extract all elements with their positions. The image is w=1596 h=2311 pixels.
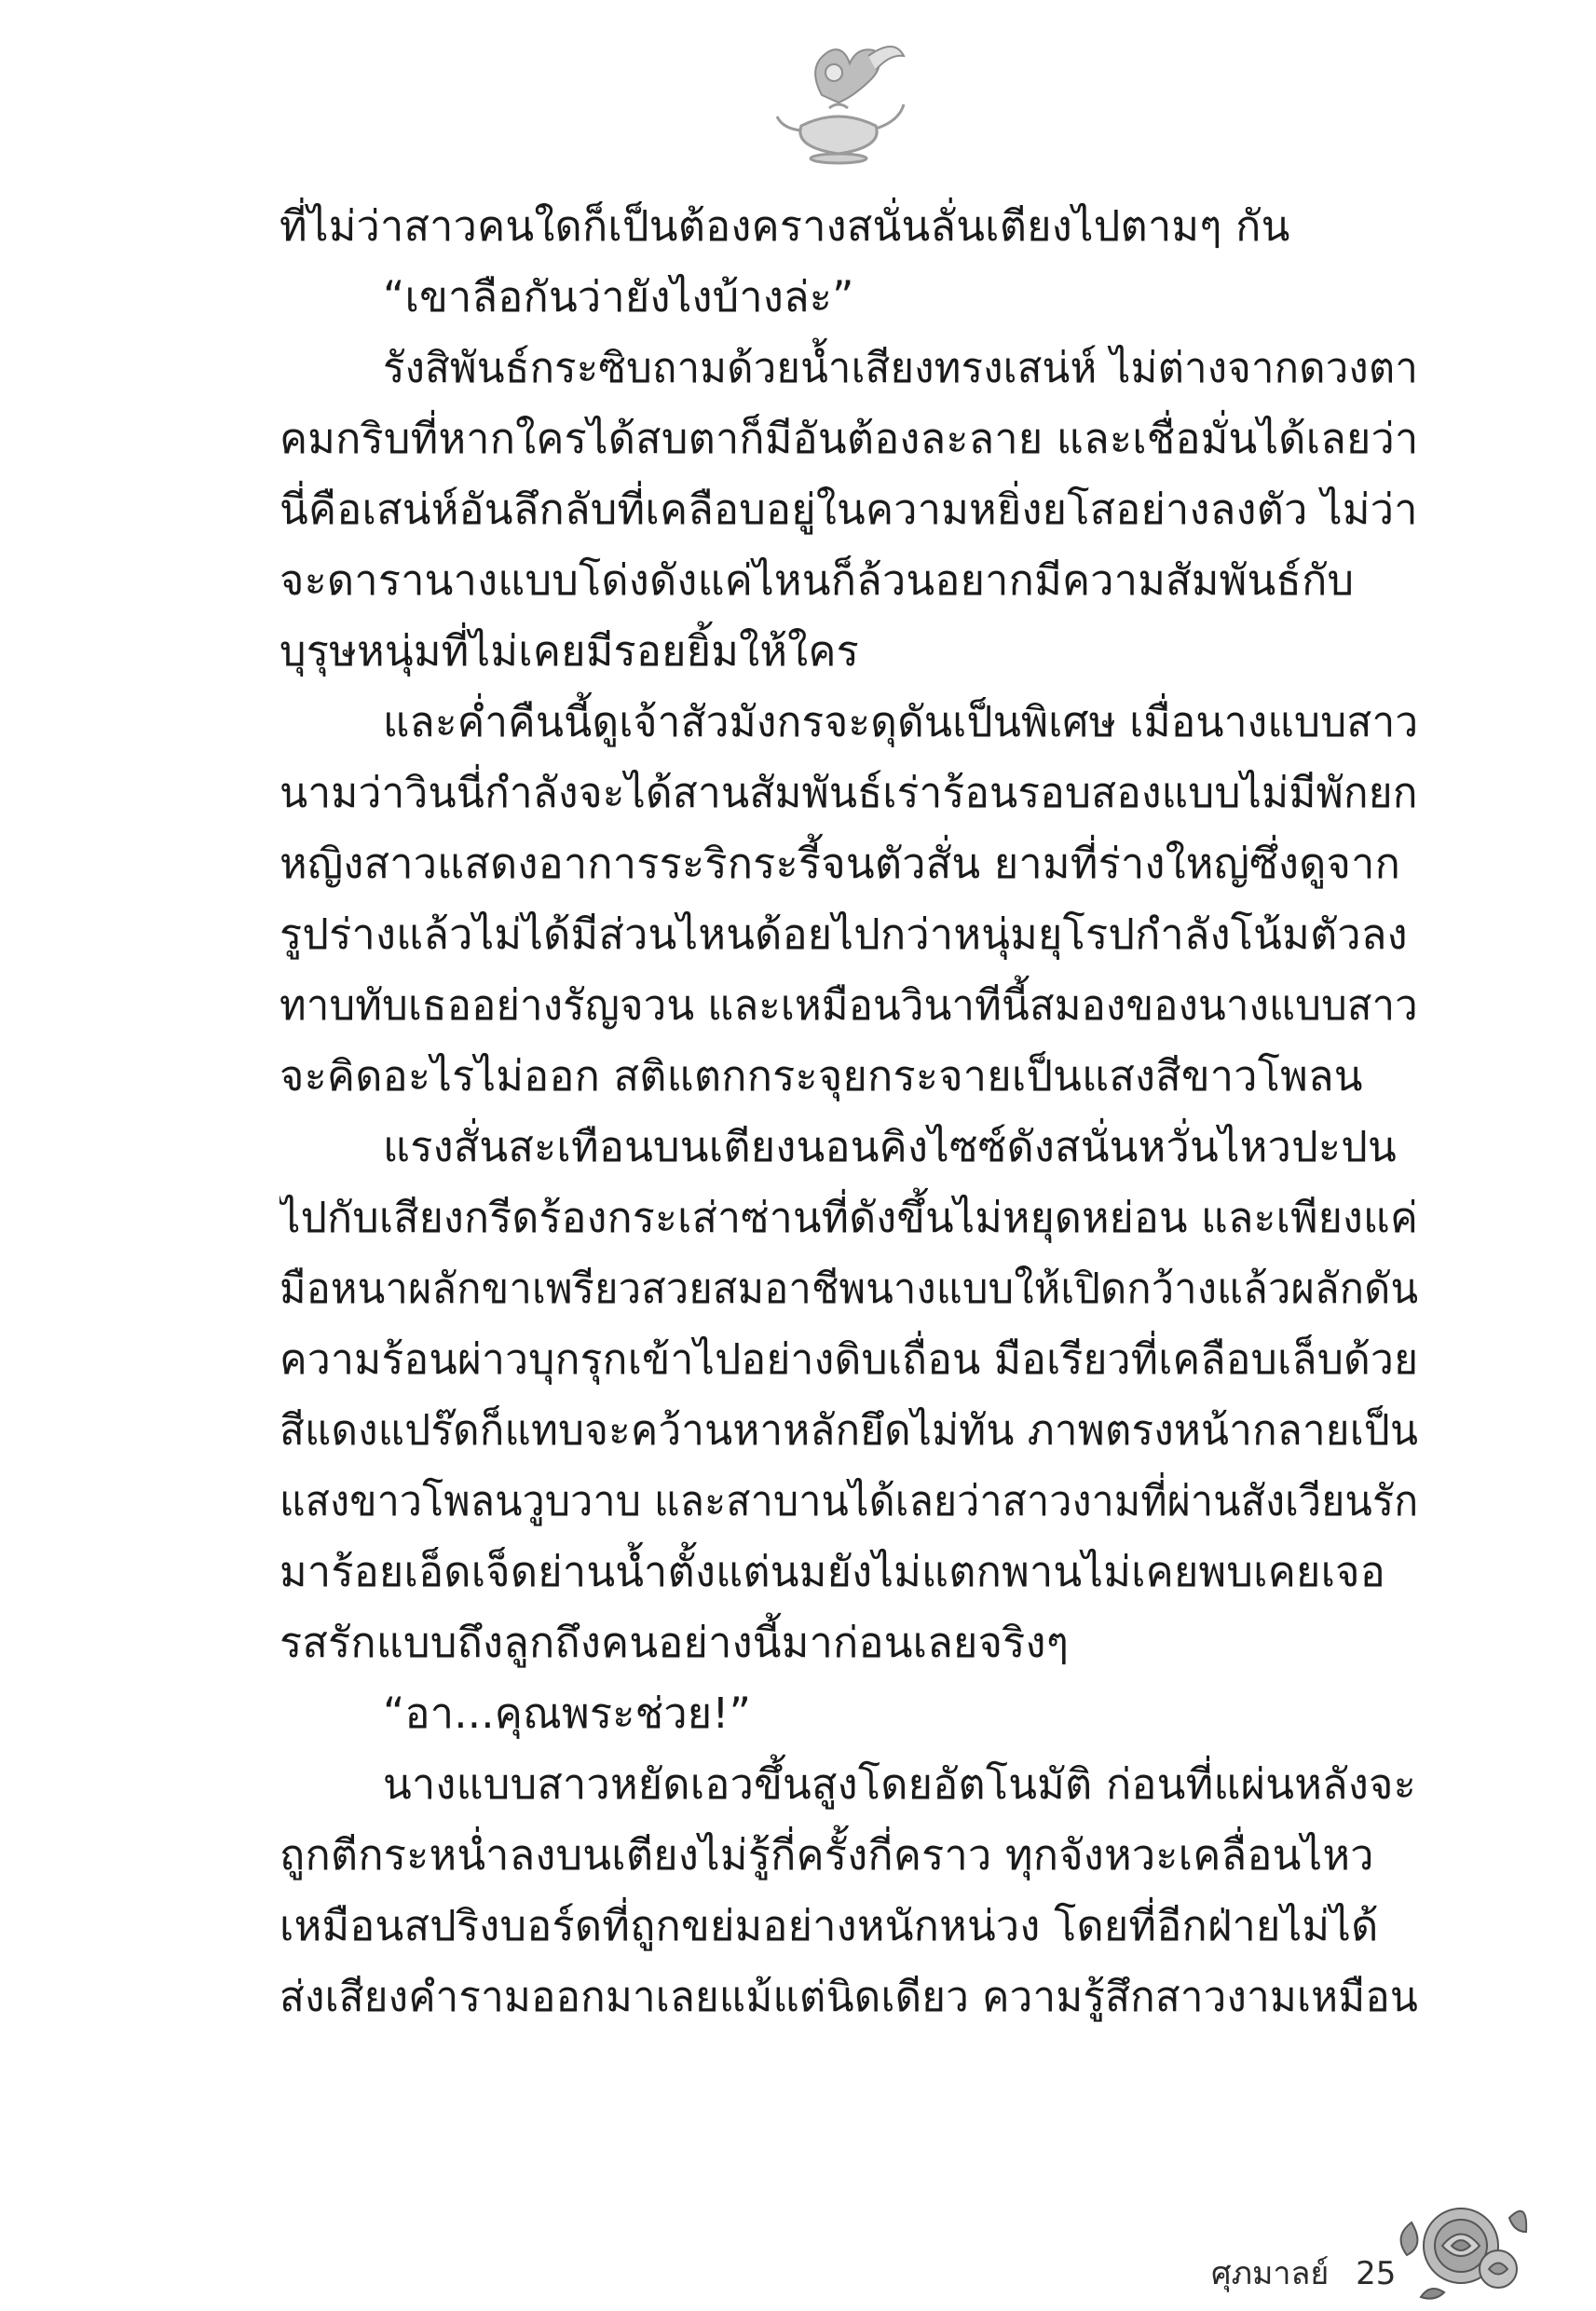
text-line: นี่คือเสน่ห์อันลึกลับที่เคลือบอยู่ในความหยิ่งยโสอย่างลงตัว ไม่ว่า xyxy=(280,485,1418,534)
text-line: ส่งเสียงคำรามออกมาเลยแม้แต่นิดเดียว ความรู้สึกสาวงามเหมือน xyxy=(280,1972,1418,2021)
text-line: ที่ไม่ว่าสาวคนใดก็เป็นต้องครางสนั่นลั่นเตียงไปตามๆ กัน xyxy=(280,201,1290,251)
text-line: รสรักแบบถึงลูกถึงคนอย่างนี้มาก่อนเลยจริงๆ xyxy=(280,1618,1070,1667)
story-text xyxy=(280,191,1418,2032)
text-line: ทาบทับเธออย่างรัญจวน และเหมือนวินาทีนี้สมองของนางแบบสาว xyxy=(280,980,1418,1030)
text-line: แสงขาวโพลนวูบวาบ และสาบานได้เลยว่าสาวงามที่ผ่านสังเวียนรัก xyxy=(280,1476,1418,1525)
text-line: บุรุษหนุ่มที่ไม่เคยมีรอยยิ้มให้ใคร xyxy=(280,626,860,676)
text-line: แรงสั่นสะเทือนบนเตียงนอนคิงไซซ์ดังสนั่นหวั่นไหวปะปน xyxy=(383,1122,1397,1171)
text-line: และค่ำคืนนี้ดูเจ้าสัวมังกรจะดุดันเป็นพิเศษ เมื่อนางแบบสาว xyxy=(383,697,1418,746)
text-line: มือหนาผลักขาเพรียวสวยสมอาชีพนางแบบให้เปิดกว้างแล้วผลักดัน xyxy=(280,1264,1418,1313)
text-line: ความร้อนผ่าวบุกรุกเข้าไปอย่างดิบเถื่อน มือเรียวที่เคลือบเล็บด้วย xyxy=(280,1334,1418,1384)
text-line: นางแบบสาวหยัดเอวขึ้นสูงโดยอัตโนมัติ ก่อนที่แผ่นหลังจะ xyxy=(383,1759,1416,1809)
text-line: ถูกตีกระหน่ำลงบนเตียงไม่รู้กี่ครั้งกี่คราว ทุกจังหวะเคลื่อนไหว xyxy=(280,1830,1374,1880)
text-line: จะคิดอะไรไม่ออก สติแตกกระจุยกระจายเป็นแสงสีขาวโพลน xyxy=(280,1051,1363,1101)
text-line: “เขาลือกันว่ายังไงบ้างล่ะ” xyxy=(383,272,854,321)
text-line: จะดารานางแบบโด่งดังแค่ไหนก็ล้วนอยากมีความสัมพันธ์กับ xyxy=(280,555,1355,605)
text-line: คมกริบที่หากใครได้สบตาก็มีอันต้องละลาย และเชื่อมั่นได้เลยว่า xyxy=(280,414,1418,463)
text-line: มาร้อยเอ็ดเจ็ดย่านน้ำตั้งแต่นมยังไม่แตกพานไม่เคยพบเคยเจอ xyxy=(280,1547,1385,1596)
teapot-ornament-icon xyxy=(764,28,913,168)
text-line: นามว่าวินนี่กำลังจะได้สานสัมพันธ์เร่าร้อนรอบสองแบบไม่มีพักยก xyxy=(280,768,1418,817)
text-line: เหมือนสปริงบอร์ดที่ถูกขย่มอย่างหนักหน่วง โดยที่อีกฝ่ายไม่ได้ xyxy=(280,1901,1379,1950)
text-line: หญิงสาวแสดงอาการระริกระรี้จนตัวสั่น ยามที่ร่างใหญ่ซึ่งดูจาก xyxy=(280,839,1401,888)
author-name: ศุภมาลย์ xyxy=(1211,2255,1330,2292)
text-line: สีแดงแปร๊ดก็แทบจะคว้านหาหลักยึดไม่ทัน ภาพตรงหน้ากลายเป็น xyxy=(280,1405,1418,1455)
text-line: “อา...คุณพระช่วย!” xyxy=(383,1689,752,1738)
page-footer xyxy=(1211,2250,1412,2297)
text-line: ไปกับเสียงกรีดร้องกระเส่าซ่านที่ดังขึ้นไม่หยุดหย่อน และเพียงแค่ xyxy=(280,1193,1418,1242)
text-line: รังสิพันธ์กระซิบถามด้วยน้ำเสียงทรงเสน่ห์ ไม่ต่างจากดวงตา xyxy=(383,343,1418,392)
rose-ornament-icon xyxy=(1388,2181,1533,2306)
page-number: 25 xyxy=(1356,2255,1397,2292)
text-line: รูปร่างแล้วไม่ได้มีส่วนไหนด้อยไปกว่าหนุ่มยุโรปกำลังโน้มตัวลง xyxy=(280,909,1408,959)
